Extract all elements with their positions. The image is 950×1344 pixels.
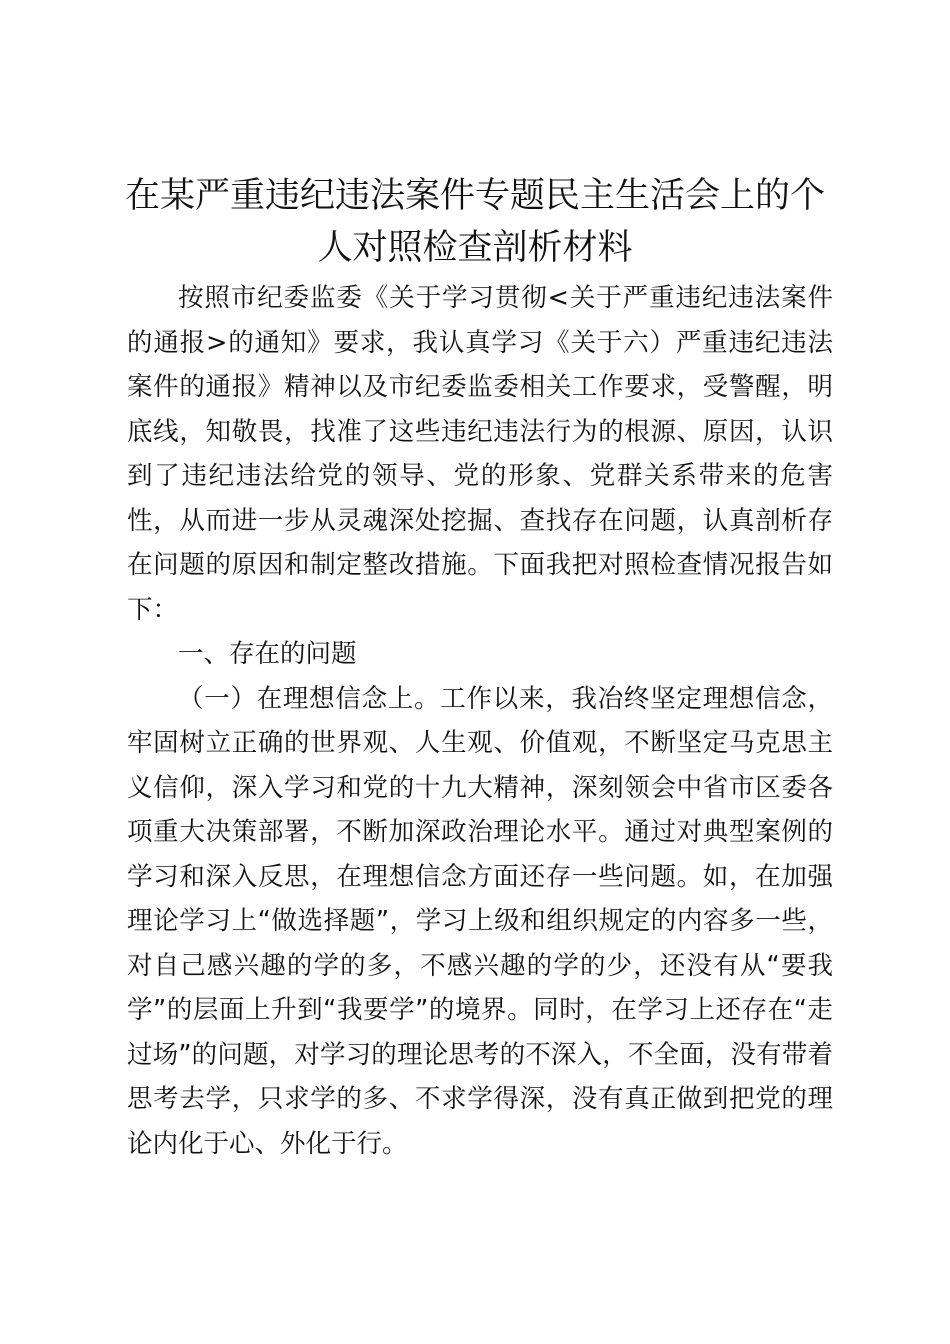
section-heading: [127, 632, 833, 677]
paragraph-line: 论内化于心、外化于行。: [127, 1128, 408, 1159]
paragraph-line: 下：: [127, 594, 179, 625]
paragraph-line: 在问题的原因和制定整改措施。下面我把对照检查情况报告如: [127, 550, 833, 580]
paragraph-line: 学习和深入反思，在理想信念方面还存一些问题。如，在加强: [127, 861, 833, 892]
paragraph-line: 牢固树立正确的世界观、人生观、价值观，不断坚定马克思主: [127, 728, 833, 758]
paragraph-line: 学”的层面上升到“我要学”的境界。同时，在学习上还存在“走: [127, 995, 833, 1025]
paragraph-line: 思考去学，只求学的多、不求学得深，没有真正做到把党的理: [127, 1084, 833, 1114]
title-line: 人对照检查剖析材料: [317, 228, 633, 268]
paragraph-line: 义信仰，深入学习和党的十九大精神，深刻领会中省市区委各: [127, 772, 833, 803]
document-title: [118, 170, 832, 274]
paragraph-line: 案件的通报》精神以及市纪委监委相关工作要求，受警醒，明: [127, 372, 833, 402]
paragraph-line: 项重大决策部署，不断加深政治理论水平。通过对典型案例的: [127, 817, 833, 847]
paragraph-line: 到了违纪违法给党的领导、党的形象、党群关系带来的危害: [127, 461, 833, 491]
section-heading-text: 一、存在的问题: [178, 639, 357, 669]
paragraph-line: 按照市纪委监委《关于学习贯彻<关于严重违纪违法案件: [178, 283, 833, 313]
document-body: [127, 276, 833, 1166]
paragraph-line: （一）在理想信念上。工作以来，我冶终坚定理想信念，: [178, 683, 833, 714]
paragraph-ideals: [127, 677, 833, 1167]
paragraph-line: 过场”的问题，对学习的理论思考的不深入，不全面，没有带着: [127, 1039, 833, 1070]
paragraph-intro: [127, 276, 833, 632]
paragraph-line: 底线，知敬畏，找准了这些违纪违法行为的根源、原因，认识: [127, 416, 833, 447]
paragraph-line: 性，从而进一步从灵魂深处挖掘、查找存在问题，认真剖析存: [127, 505, 833, 536]
paragraph-line: 理论学习上“做选择题”，学习上级和组织规定的内容多一些，: [127, 906, 833, 936]
paragraph-line: 的通报>的通知》要求，我认真学习《关于六）严重违纪违法: [127, 327, 833, 358]
title-line: 在某严重违纪违法案件专题民主生活会上的个: [124, 176, 825, 216]
paragraph-line: 对自己感兴趣的学的多，不感兴趣的学的少，还没有从“要我: [127, 950, 833, 981]
